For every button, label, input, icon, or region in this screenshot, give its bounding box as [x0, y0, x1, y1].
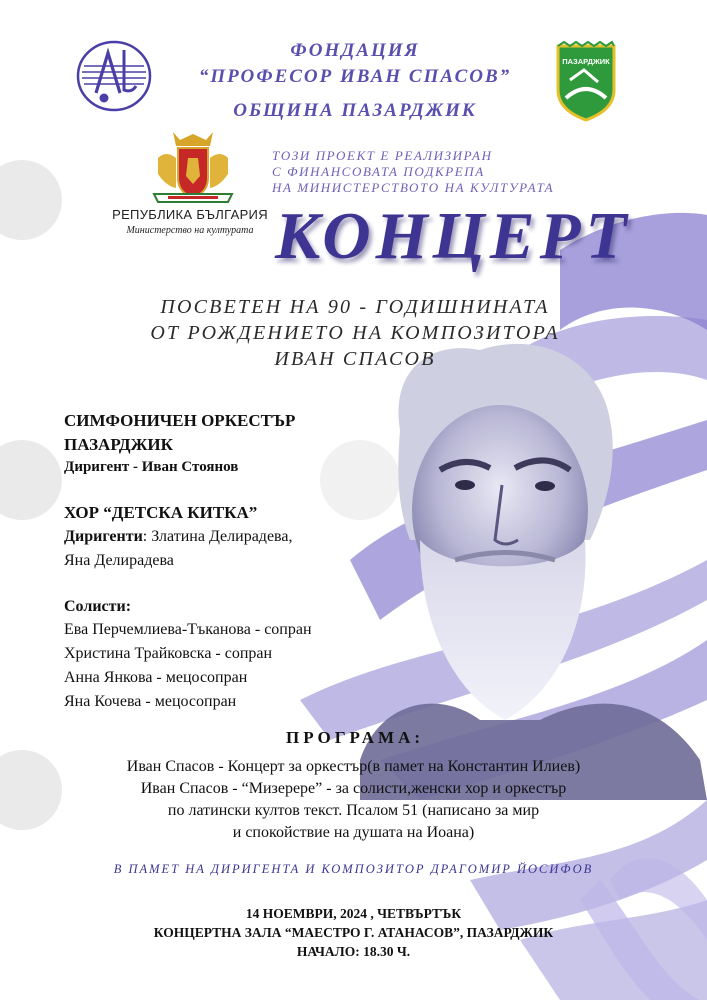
program-line1: Иван Спасов - Концерт за оркестър(в памет на Константин Илиев) [126, 758, 581, 775]
soloist-item: Яна Кочева - мецосопран [64, 693, 237, 710]
republic-caption [110, 207, 270, 236]
poster-title: КОНЦЕРТ [275, 199, 632, 273]
choir-conductors-label: Диригенти [64, 528, 143, 545]
watermark-left [0, 160, 62, 830]
dedication-line2: ОТ РОЖДЕНИЕТО НА КОМПОЗИТОРА [150, 322, 560, 344]
soloist-item: Христина Трайковска - сопран [64, 645, 273, 662]
dedication-line3: ИВАН СПАСОВ [274, 348, 436, 370]
watermark-mid [320, 440, 400, 520]
orchestra-conductor: Диригент - Иван Стоянов [64, 459, 239, 475]
project-note-line2: С ФИНАНСОВАТА ПОДКРЕПА [272, 164, 485, 179]
header-foundation-name: “ПРОФЕСОР ИВАН СПАСОВ” [198, 66, 512, 87]
header-foundation: ФОНДАЦИЯ [290, 40, 420, 61]
header-municipality: ОБЩИНА ПАЗАРДЖИК [233, 100, 477, 121]
dedication-line1: ПОСВЕТЕН НА 90 - ГОДИШНИНАТА [160, 296, 550, 318]
soloists-label: Солисти: [64, 598, 132, 615]
event-venue: КОНЦЕРТНА ЗАЛА “МАЕСТРО Г. АТАНАСОВ”, ПАЗАРДЖИК [153, 925, 554, 940]
pazardzhik-logo-text: ПАЗАРДЖИК [562, 57, 610, 66]
orchestra-name-line1: СИМФОНИЧЕН ОРКЕСТЪР [64, 411, 296, 430]
bulgaria-coat-of-arms [148, 128, 238, 206]
program-line3: по латински култов текст. Псалом 51 (написано за мир [167, 802, 540, 819]
event-date: 14 НОЕМВРИ, 2024 , ЧЕТВЪРТЪК [245, 906, 462, 921]
program-line2: Иван Спасов - “Мизерере” - за солисти,женски хор и оркестър [140, 780, 567, 797]
program-line4: и спокойствие на душата на Иоана) [232, 824, 475, 841]
orchestra-name-line2: ПАЗАРДЖИК [64, 435, 173, 454]
program-heading: ПРОГРАМА: [285, 728, 425, 747]
choir-conductors-names: : Златина Делирадева, [142, 528, 293, 545]
memory-note: В ПАМЕТ НА ДИРИГЕНТА И КОМПОЗИТОР ДРАГОМИР ЙОСИФОВ [113, 862, 594, 876]
foundation-logo [74, 38, 154, 114]
choir-conductors [64, 528, 292, 546]
choir-name: ХОР “ДЕТСКА КИТКА” [64, 503, 258, 522]
choir-conductors-line2: Яна Делирадева [64, 552, 174, 569]
soloist-item: Анна Янкова - мецосопран [64, 669, 248, 686]
project-note-line1: ТОЗИ ПРОЕКТ Е РЕАЛИЗИРАН [272, 148, 493, 163]
pazardzhik-shield-logo [554, 40, 618, 122]
soloist-item: Ева Перчемлиева-Тъканова - сопран [64, 621, 312, 638]
republic-name: РЕПУБЛИКА БЪЛГАРИЯ [112, 207, 268, 222]
event-start-time: НАЧАЛО: 18.30 Ч. [296, 944, 411, 959]
project-note-line3: НА МИНИСТЕРСТВОТО НА КУЛТУРАТА [272, 180, 555, 195]
ministry-name: Министерство на културата [126, 225, 254, 236]
